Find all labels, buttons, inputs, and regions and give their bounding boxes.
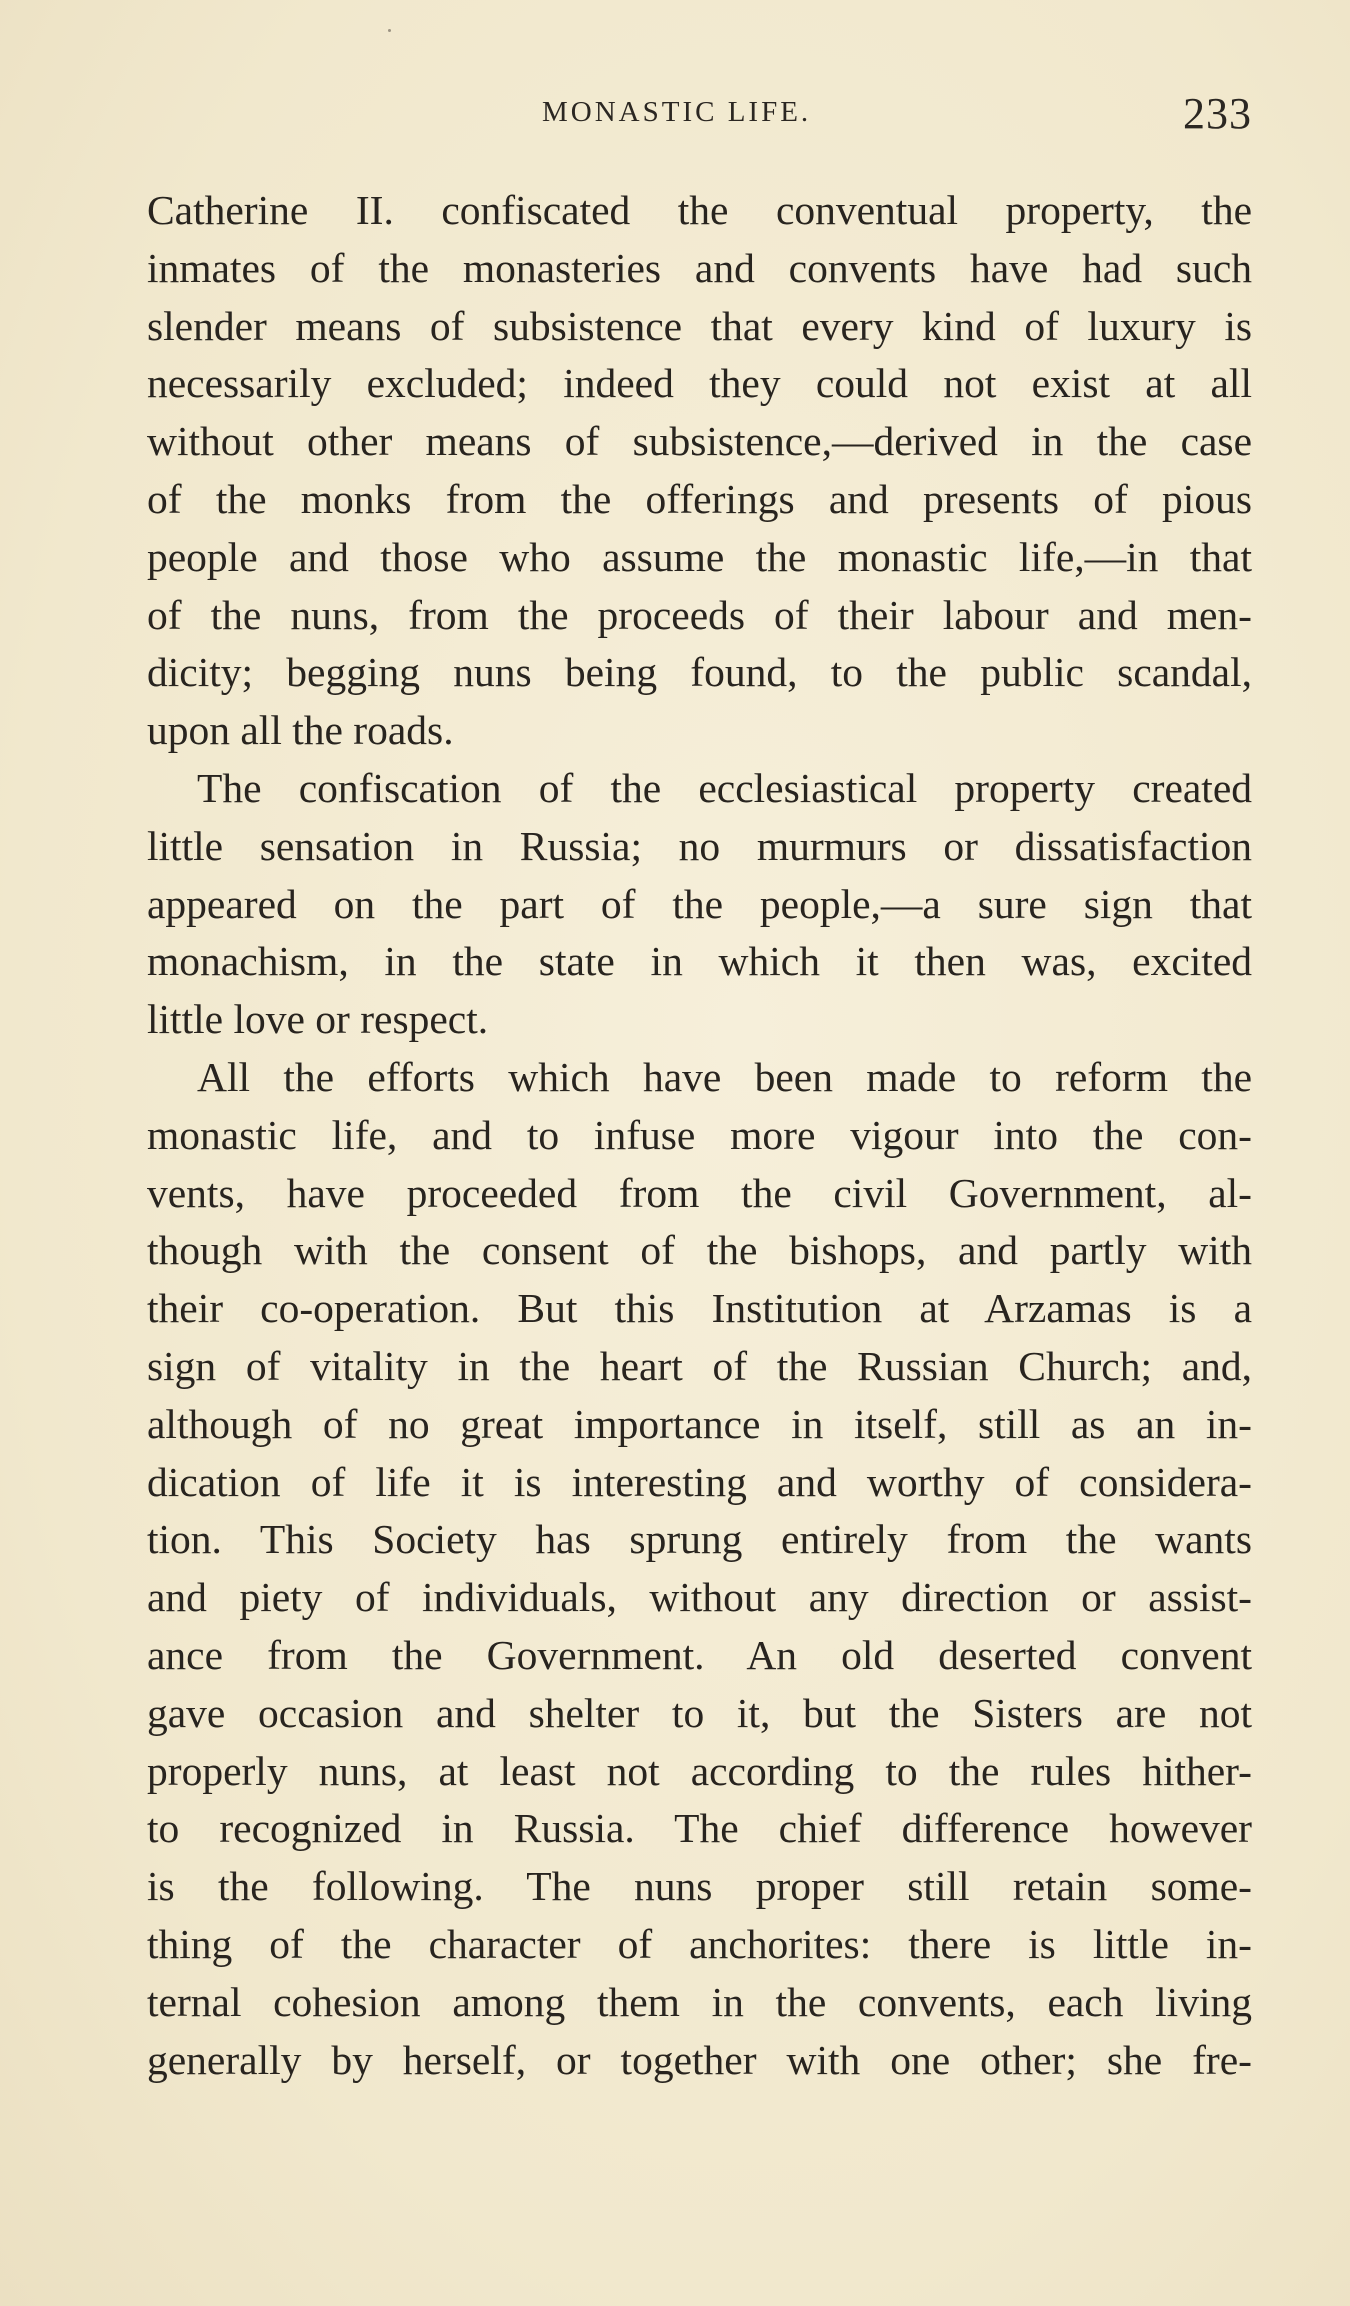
- page-number: 233: [1183, 89, 1252, 138]
- text-line: Catherine II. confiscated the conventual property, the: [147, 187, 1252, 233]
- text-line: people and those who assume the monastic life,—in that: [147, 533, 1252, 580]
- text-line: slender means of subsistence that every kind of luxury is: [147, 302, 1252, 349]
- text-line: vents, have proceeded from the civil Government, al-: [147, 1169, 1252, 1216]
- text-line: dicity; begging nuns being found, to the public scandal,: [147, 649, 1252, 696]
- text-line: ance from the Government. An old deserted convent: [147, 1631, 1252, 1678]
- page-header: [147, 88, 1252, 138]
- paragraph-start-line: All the efforts which have been made to reform the: [197, 1053, 1252, 1100]
- text-line: necessarily excluded; indeed they could not exist at all: [147, 360, 1252, 407]
- text-line: of the monks from the offerings and presents of pious: [147, 475, 1252, 522]
- text-line: sign of vitality in the heart of the Russian Church; and,: [147, 1342, 1252, 1389]
- body-text: [147, 182, 1252, 2089]
- paper-speck: [388, 29, 391, 32]
- text-line: ternal cohesion among them in the convents, each living: [147, 1978, 1252, 2025]
- text-line: little sensation in Russia; no murmurs or dissatisfaction: [147, 822, 1252, 869]
- text-line: and piety of individuals, without any direction or assist-: [147, 1574, 1252, 1621]
- text-line: although of no great importance in itself, still as an in-: [147, 1400, 1252, 1447]
- text-line: inmates of the monasteries and convents have had such: [147, 244, 1252, 291]
- text-line: properly nuns, at least not according to the rules hither-: [147, 1747, 1252, 1794]
- text-line: dication of life it is interesting and worthy of considera-: [147, 1458, 1252, 1505]
- paragraph-start-line: The confiscation of the ecclesiastical property created: [197, 764, 1252, 811]
- text-line: monachism, in the state in which it then was, excited: [147, 938, 1252, 985]
- running-head: MONASTIC LIFE.: [542, 96, 812, 128]
- text-line: generally by herself, or together with one other; she fre-: [147, 2036, 1252, 2083]
- text-line: monastic life, and to infuse more vigour into the con-: [147, 1111, 1252, 1158]
- text-line: is the following. The nuns proper still retain some-: [147, 1863, 1252, 1910]
- text-line: thing of the character of anchorites: there is little in-: [147, 1920, 1252, 1967]
- paragraph-end-line: little love or respect.: [147, 996, 489, 1043]
- text-line: tion. This Society has sprung entirely from the wants: [147, 1516, 1252, 1563]
- text-line: to recognized in Russia. The chief difference however: [147, 1805, 1252, 1852]
- text-line: appeared on the part of the people,—a sure sign that: [147, 880, 1252, 927]
- text-line: of the nuns, from the proceeds of their labour and men-: [147, 591, 1252, 638]
- text-line: gave occasion and shelter to it, but the Sisters are not: [147, 1689, 1252, 1736]
- text-line: though with the consent of the bishops, and partly with: [147, 1227, 1252, 1274]
- text-line: their co-operation. But this Institution at Arzamas is a: [147, 1285, 1252, 1332]
- text-line: without other means of subsistence,—derived in the case: [147, 418, 1252, 465]
- paragraph-end-line: upon all the roads.: [147, 707, 454, 754]
